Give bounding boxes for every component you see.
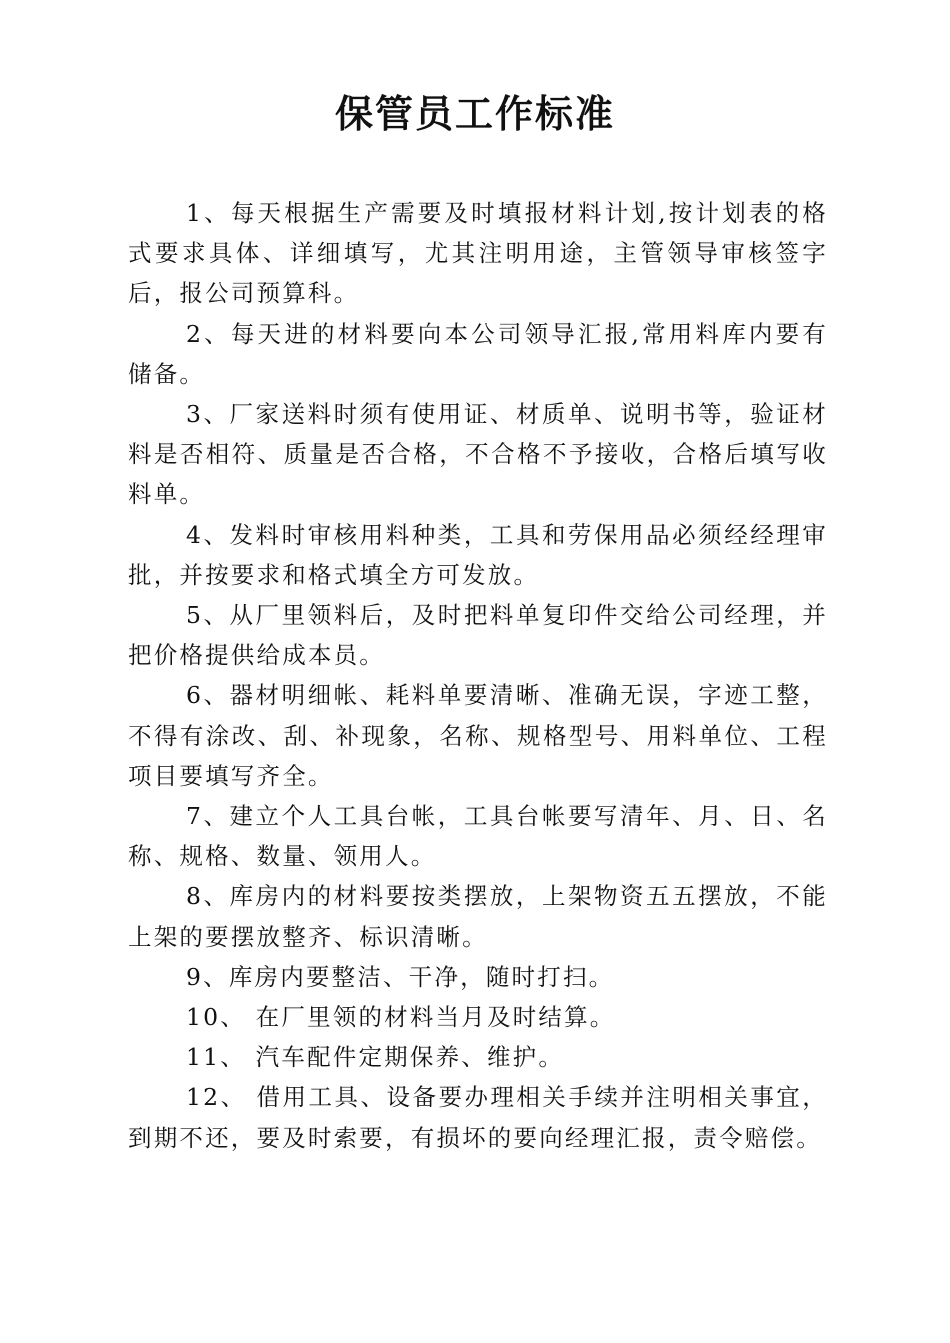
standard-item-12: 12、 借用工具、设备要办理相关手续并注明相关事宜，到期不还，要及时索要，有损坏的要向经理汇报，责令赔偿。 <box>128 1083 828 1152</box>
standard-item-8: 8、库房内的材料要按类摆放，上架物资五五摆放，不能上架的要摆放整齐、标识清晰。 <box>128 882 828 951</box>
standard-item-1: 1、每天根据生产需要及时填报材料计划,按计划表的格式要求具体、详细填写，尤其注明用途，主管领导审核签字后，报公司预算科。 <box>128 199 828 308</box>
standard-item-5: 5、从厂里领料后，及时把料单复印件交给公司经理，并把价格提供给成本员。 <box>128 601 828 670</box>
standard-item-11: 11、 汽车配件定期保养、维护。 <box>186 1043 565 1072</box>
standard-item-4: 4、发料时审核用料种类，工具和劳保用品必须经经理审批，并按要求和格式填全方可发放。 <box>128 520 828 589</box>
document-body <box>128 193 828 1158</box>
standard-item-2: 2、每天进的材料要向本公司领导汇报,常用料库内要有储备。 <box>128 319 828 388</box>
standard-item-7: 7、建立个人工具台帐，工具台帐要写清年、月、日、名称、规格、数量、领用人。 <box>128 802 828 871</box>
standard-item-9: 9、库房内要整洁、干净，随时打扫。 <box>186 962 615 991</box>
standard-item-6: 6、器材明细帐、耗料单要清晰、准确无误，字迹工整，不得有涂改、刮、补现象，名称、规格型号、用料单位、工程项目要填写齐全。 <box>128 681 828 790</box>
standard-item-10: 10、 在厂里领的材料当月及时结算。 <box>186 1003 616 1032</box>
standard-item-3: 3、厂家送料时须有使用证、材质单、说明书等，验证材料是否相符、质量是否合格，不合格不予接收，合格后填写收料单。 <box>128 400 828 509</box>
document-title: 保管员工作标准 <box>334 92 615 136</box>
